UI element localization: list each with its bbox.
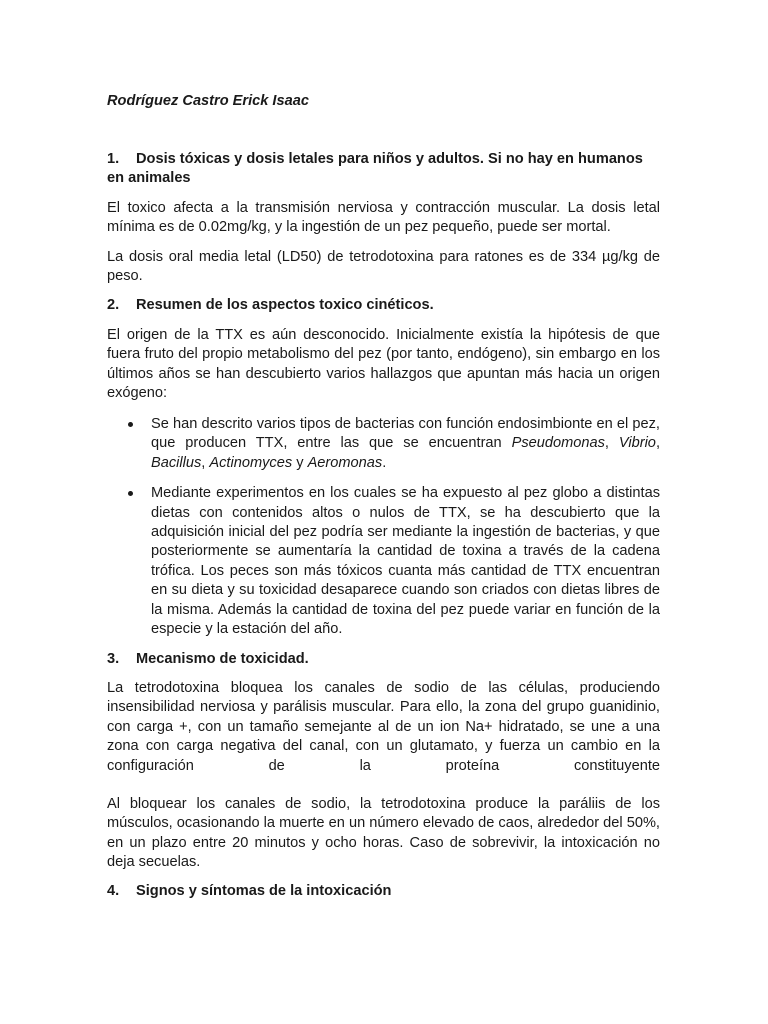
list-item <box>107 484 660 639</box>
bullet-icon <box>128 422 133 427</box>
bullet-list <box>107 415 660 639</box>
section-2-number: 2. <box>107 297 120 313</box>
section-2-paragraph-1: El origen de la TTX es aún desconocido. Inicialmente existía la hipótesis de que fuera fruto del propio metabolismo del pez (por tanto, endógeno), sin embargo en los últimos años se han descubierto varios hallazgos que apuntan más hacia un origen exógeno: <box>107 327 660 402</box>
author-name: Rodríguez Castro Erick Isaac <box>107 93 309 109</box>
section-4-heading <box>107 882 660 901</box>
section-3-number: 3. <box>107 651 120 667</box>
bullet-1-text: Se han descrito varios tipos de bacterias con función endosimbionte en el pez, que producen TTX, entre las que se encuentran <box>151 416 660 452</box>
section-3-heading <box>107 650 660 669</box>
section-2-heading <box>107 296 660 315</box>
section-1-paragraph-1: El toxico afecta a la transmisión nerviosa y contracción muscular. La dosis letal mínima es de 0.02mg/kg, y la ingestión de un pez pequeño, puede ser mortal. <box>107 200 660 236</box>
section-3-paragraph-1: La tetrodotoxina bloquea los canales de sodio de las células, produciendo insensibilidad nerviosa y parálisis muscular. Para ello, la zona del grupo guanidinio, con carga +, con un tamaño semejante al de un ion Na+ hidratado, se une a una zona con carga negativa del canal, con un glutamato, y fuerza un cambio en la configuración de la proteína constituyente <box>107 680 660 774</box>
species-name: Vibrio <box>618 435 656 452</box>
bullet-2-text: Mediante experimentos en los cuales se ha expuesto al pez globo a distintas dietas con contenidos altos o nulos de TTX, se ha descubierto que la adquisición inicial del pez podría ser mediante la ingestión de bacterias, y que posteriormente se aumentaría la cantidad de toxina a través de la cadena trófica. Los peces son más tóxicos cuanta más cantidad de TTX encuentran en su dieta y su toxicidad desaparece cuando son criados con dietas libres de la misma. Además la cantidad de toxina del pez puede variar en función de la especie y la estación del año. <box>151 485 660 638</box>
section-4-number: 4. <box>107 883 120 899</box>
section-3-paragraph-2: Al bloquear los canales de sodio, la tetrodotoxina produce la paráliis de los músculos, ocasionando la muerte en un número elevado de caos, alrededor del 50%, en un plazo entre 20 minutos y ocho horas. Caso de sobrevivir, la intoxicación no deja secuelas. <box>107 796 660 871</box>
section-1-paragraph-2: La dosis oral media letal (LD50) de tetrodotoxina para ratones es de 334 µg/kg de peso. <box>107 249 660 285</box>
species-name: Pseudomonas <box>511 435 605 452</box>
section-1-heading <box>107 150 660 189</box>
section-1-title: Dosis tóxicas y dosis letales para niños y adultos. Si no hay en humanos en animales <box>107 151 643 187</box>
bullet-icon <box>128 491 133 496</box>
species-name: Bacillus <box>151 454 202 471</box>
species-name: Aeromonas <box>307 454 383 471</box>
section-2-title: Resumen de los aspectos toxico cinéticos. <box>136 297 434 313</box>
section-4-title: Signos y síntomas de la intoxicación <box>136 883 392 899</box>
section-1-number: 1. <box>107 151 120 167</box>
species-name: Actinomyces <box>209 454 293 471</box>
list-item: Se han descrito varios tipos de bacterias con función endosimbionte en el pez, que producen TTX, entre las que se encuentran Pseudomonas, Vibrio, Bacillus, Actinomyces y Aeromonas. <box>107 415 660 473</box>
conjunction: y <box>296 454 304 471</box>
section-3-title: Mecanismo de toxicidad. <box>136 651 309 667</box>
